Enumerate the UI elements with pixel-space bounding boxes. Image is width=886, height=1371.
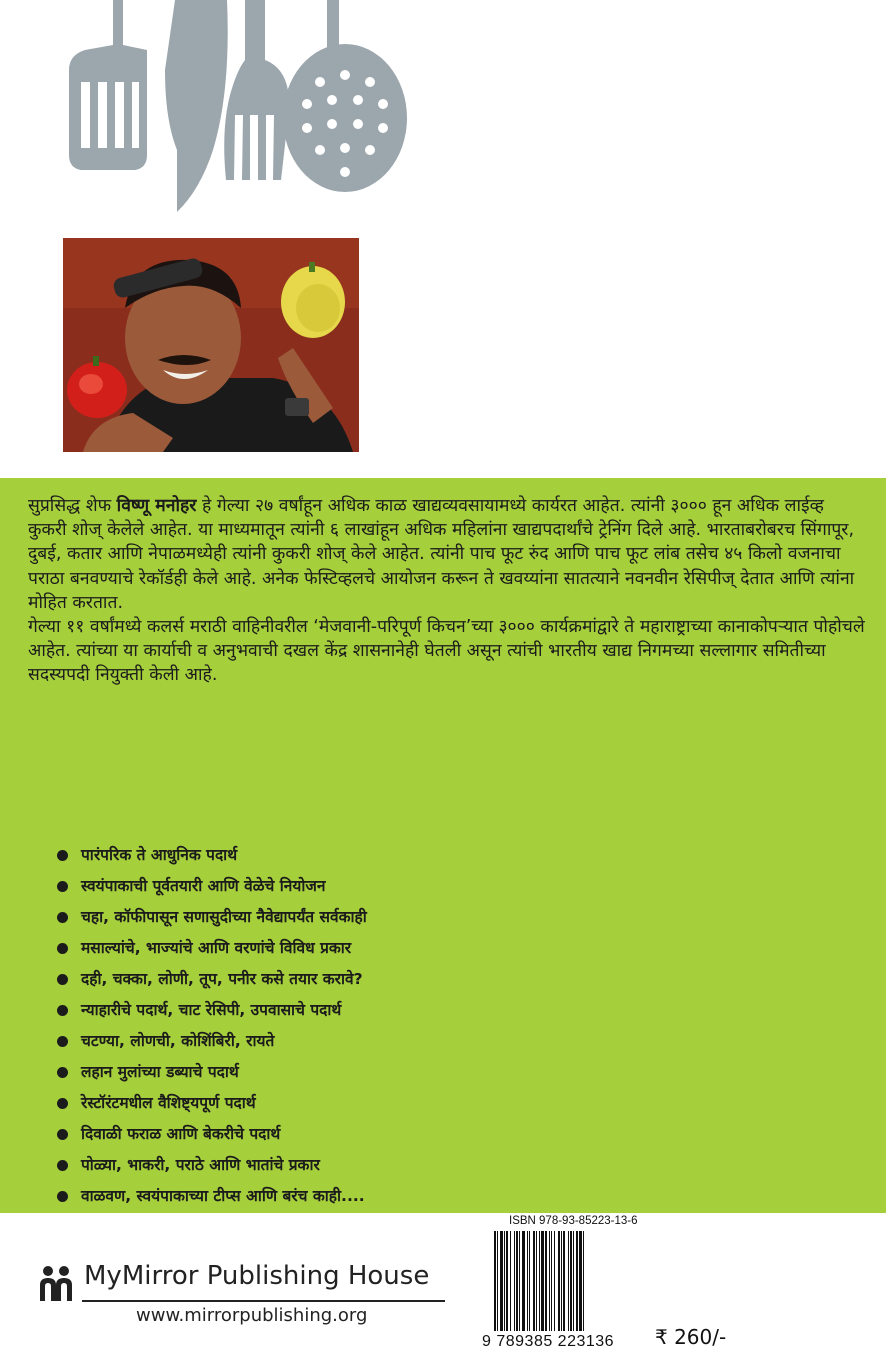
- list-item: [55, 840, 367, 871]
- top-section: [0, 0, 886, 478]
- list-item-text: दिवाळी फराळ आणि बेकरीचे पदार्थ: [81, 1125, 281, 1143]
- list-item-text: वाळवण, स्वयंपाकाच्या टीप्स आणि बरंच काही....: [81, 1187, 365, 1205]
- list-item-text: लहान मुलांच्या डब्याचे पदार्थ: [81, 1063, 239, 1081]
- isbn-label: ISBN 978-93-85223-13-6: [509, 1215, 638, 1227]
- author-bio: [28, 494, 868, 688]
- bullet-icon: [57, 1129, 68, 1140]
- list-item: [55, 1181, 367, 1212]
- knife-icon: [165, 0, 228, 212]
- list-item: [55, 1119, 367, 1150]
- feature-list: [55, 840, 367, 1212]
- bio-body-text: हे गेल्या २७ वर्षांहून अधिक काळ खाद्यव्यवसायामध्ये कार्यरत आहेत. त्यांनी ३००० हून अधिक लाईव्ह कुकरी शोज् केलेले आहेत. या माध्यमातून त्यांनी ६ लाखांहून अधिक महिलांना खाद्यपदार्थांचे ट्रेनिंग दिले आहे. भारताबरोबरच सिंगापूर, दुबई, कतार आणि नेपाळमध्येही त्यांनी कुकरी शोज् केले आहेत. त्यांनी पाच फूट रुंद आणि पाच फूट लांब तसेच ४५ किलो वजनाचा पराठा बनवण्याचे रेकॉर्डही केले आहे. अनेक फेस्टिव्हलचे आयोजन करून ते खवय्यांना सातत्याने नवनवीन रेसिपीज् देतात आणि त्यांना मोहित करतात.: [28, 496, 855, 613]
- list-item: [55, 995, 367, 1026]
- list-item: [55, 933, 367, 964]
- publisher-name: MyMirror Publishing House: [84, 1261, 430, 1291]
- list-item-text: मसाल्यांचे, भाज्यांचे आणि वरणांचे विविध प्रकार: [81, 939, 352, 957]
- bullet-icon: [57, 1005, 68, 1016]
- price-label: ₹ 260/-: [655, 1325, 727, 1349]
- bullet-icon: [57, 943, 68, 954]
- bullet-icon: [57, 1098, 68, 1109]
- list-item-text: दही, चक्का, लोणी, तूप, पनीर कसे तयार करावे?: [81, 970, 363, 988]
- fork-icon: [224, 0, 289, 180]
- kitchen-utensils-illustration: [55, 0, 425, 215]
- list-item: [55, 1057, 367, 1088]
- publisher-url: www.mirrorpublishing.org: [136, 1305, 368, 1326]
- bullet-icon: [57, 881, 68, 892]
- bullet-icon: [57, 1191, 68, 1202]
- list-item: [55, 1150, 367, 1181]
- bullet-icon: [57, 1160, 68, 1171]
- publisher-logo-icon: [36, 1263, 76, 1303]
- bullet-icon: [57, 850, 68, 861]
- skimmer-icon: [283, 0, 407, 192]
- list-item: [55, 871, 367, 902]
- chef-name: विष्णू मनोहर: [116, 496, 197, 516]
- chef-photo: [63, 238, 359, 452]
- bio-paragraph-1: [28, 494, 868, 615]
- bullet-icon: [57, 1036, 68, 1047]
- spatula-icon: [69, 0, 147, 170]
- bio-paragraph-2: गेल्या ११ वर्षांमध्ये कलर्स मराठी वाहिनीवरील ‘मेजवानी-परिपूर्ण किचन’च्या ३००० कार्यक्रमांद्वारे ते महाराष्ट्राच्या कानाकोपऱ्यात पोहोचले आहेत. त्यांच्या या कार्याची व अनुभवाची दखल केंद्र शासनानेही घेतली असून त्यांची भारतीय खाद्य निगमच्या सल्लागार समितीच्या सदस्यपदी नियुक्ती केली आहे.: [28, 617, 865, 686]
- list-item-text: चटण्या, लोणची, कोशिंबिरी, रायते: [81, 1032, 275, 1050]
- list-item: [55, 1026, 367, 1057]
- list-item: [55, 964, 367, 995]
- bullet-icon: [57, 974, 68, 985]
- bio-intro-text: सुप्रसिद्ध शेफ: [28, 496, 117, 516]
- list-item: [55, 902, 367, 933]
- list-item: [55, 1088, 367, 1119]
- list-item-text: स्वयंपाकाची पूर्वतयारी आणि वेळेचे नियोजन: [81, 877, 326, 895]
- barcode-icon: [492, 1231, 626, 1333]
- description-panel: [0, 478, 886, 1213]
- list-item-text: पोळ्या, भाकरी, पराठे आणि भातांचे प्रकार: [81, 1156, 320, 1174]
- bullet-icon: [57, 912, 68, 923]
- bullet-icon: [57, 1067, 68, 1078]
- list-item-text: न्याहारीचे पदार्थ, चाट रेसिपी, उपवासाचे पदार्थ: [81, 1001, 342, 1019]
- list-item-text: पारंपरिक ते आधुनिक पदार्थ: [81, 846, 238, 864]
- list-item-text: चहा, कॉफीपासून सणासुदीच्या नैवेद्यापर्यंत सर्वकाही: [81, 908, 367, 926]
- publisher-underline: [82, 1300, 445, 1302]
- barcode-digits: 9 789385 223136: [482, 1333, 615, 1350]
- list-item-text: रेस्टॉरंटमधील वैशिष्ट्यपूर्ण पदार्थ: [81, 1094, 256, 1112]
- back-cover-footer: [0, 1213, 886, 1371]
